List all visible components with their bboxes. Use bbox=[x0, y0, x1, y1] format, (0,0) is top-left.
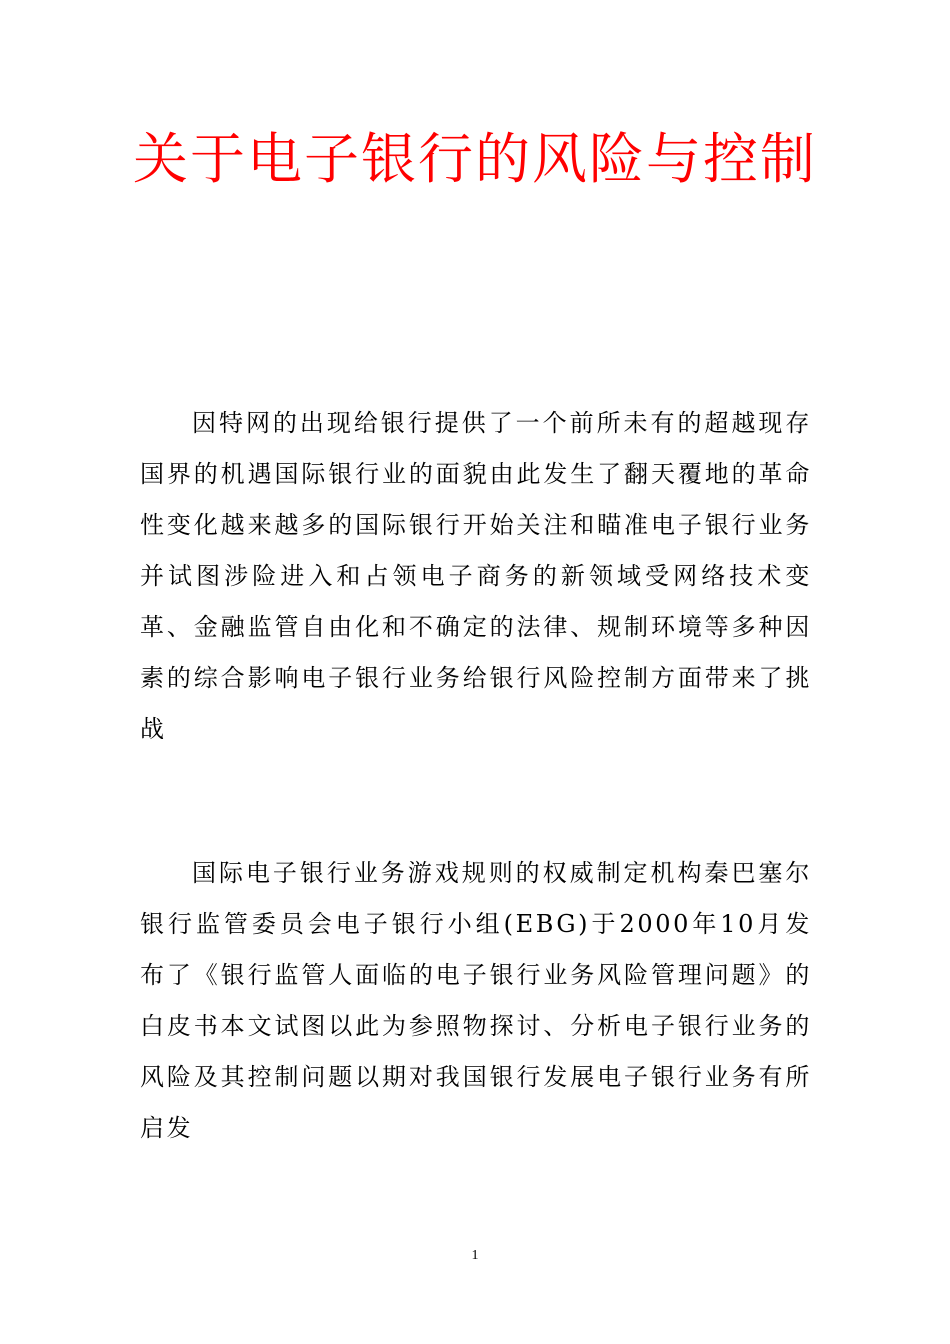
body-paragraph-1: 因特网的出现给银行提供了一个前所未有的超越现存国界的机遇国际银行业的面貌由此发生了翻天覆地的革命性变化越来越多的国际银行开始关注和瞄准电子银行业务并试图涉险进入和占领电子商务的新领域受网络技术变革、金融监管自由化和不确定的法律、规制环境等多种因素的综合影响电子银行业务给银行风险控制方面带来了挑战 bbox=[140, 409, 812, 743]
page-number: 1 bbox=[471, 1248, 479, 1263]
document-title: 关于电子银行的风险与控制 bbox=[132, 127, 817, 191]
body-paragraph-2: 国际电子银行业务游戏规则的权威制定机构秦巴塞尔银行监管委员会电子银行小组(EBG)于2000年10月发布了《银行监管人面临的电子银行业务风险管理问题》的白皮书本文试图以此为参照物探讨、分析电子银行业务的风险及其控制问题以期对我国银行发展电子银行业务有所启发 bbox=[140, 859, 812, 1142]
